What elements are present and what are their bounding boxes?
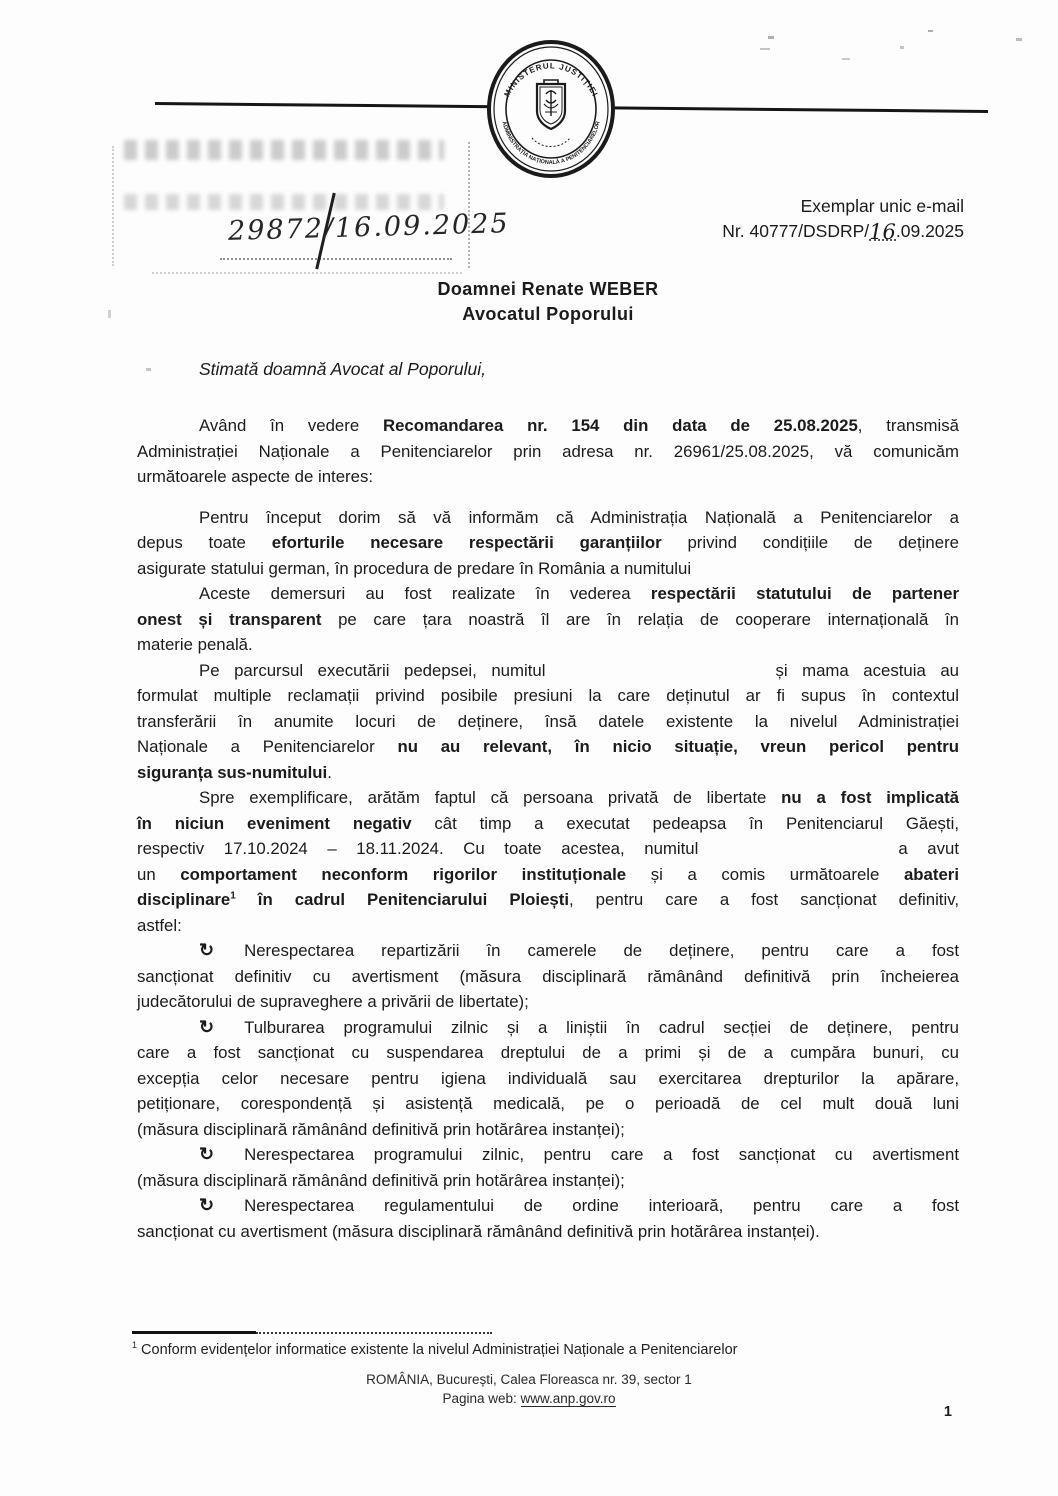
footnote-separator	[132, 1331, 492, 1334]
stamp-faded-text	[124, 194, 444, 210]
document-number-handwritten-digit: 16	[869, 220, 896, 244]
text-segment: și mama acestuia au	[775, 660, 959, 680]
text-segment: Tulburarea programului zilnic și a liniștii în cadrul secției de deținere, pentru	[244, 1017, 959, 1037]
scan-noise	[760, 48, 770, 50]
text-segment: siguranța sus-numitului	[137, 762, 328, 782]
footer-web-url: www.anp.gov.ro	[520, 1391, 616, 1406]
scan-noise	[928, 30, 933, 32]
copy-label: Exemplar unic e-mail	[800, 196, 964, 216]
salutation: Stimată doamnă Avocat al Poporului,	[199, 359, 486, 379]
text-line	[137, 938, 959, 964]
text-line	[137, 734, 959, 760]
text-line	[137, 505, 959, 531]
text-segment: materie penală.	[137, 635, 253, 654]
footer-address: ROMÂNIA, București, Calea Floreasca nr. 39, sector 1	[366, 1372, 692, 1387]
paragraph-5	[137, 785, 959, 938]
text-segment: formulat multiple reclamații privind posibile presiuni la care deținutul ar fi supus în contextul	[137, 686, 959, 705]
ministry-seal-graphic	[486, 38, 616, 180]
text-segment: , transmisă	[857, 416, 959, 435]
text-segment: judecătorului de supraveghere a privării de libertate);	[137, 992, 529, 1011]
text-segment: depus toate	[137, 533, 272, 552]
bullet-item-4	[137, 1193, 959, 1244]
stamp-faded-text	[124, 140, 444, 160]
text-segment: Recomandarea nr. 154 din data de 25.08.2025	[382, 416, 858, 435]
text-segment: sancționat cu avertisment (măsura disciplinară rămânând definitivă prin hotărârea instanței).	[137, 1221, 820, 1241]
redacted-gap	[214, 1159, 244, 1160]
recipient-name: Doamnei Renate WEBER	[437, 279, 659, 299]
text-line	[137, 913, 959, 939]
text-line	[137, 1040, 959, 1066]
text-segment: Nerespectarea programului zilnic, pentru care a fost sancționat cu avertisment	[244, 1145, 959, 1164]
stamp-border	[468, 142, 470, 268]
redacted-gap	[691, 573, 751, 574]
document-number-suffix: .09.2025	[895, 221, 964, 241]
footnote-marker: 1	[132, 1340, 138, 1350]
registry-stamp	[112, 136, 510, 278]
text-segment: (măsura disciplinară rămânând definitivă prin hotărârea instanței);	[137, 1170, 625, 1190]
document-number-prefix: Nr. 40777/DSDRP/	[722, 221, 870, 241]
scan-noise	[108, 310, 111, 318]
bullet-arrow-icon: ↻	[199, 1016, 215, 1037]
paragraph-2	[137, 505, 959, 582]
redacted-gap	[214, 1032, 244, 1033]
ministry-seal	[486, 38, 616, 185]
paragraph-1	[137, 413, 959, 490]
text-line	[137, 632, 959, 658]
text-line	[137, 709, 959, 735]
text-segment: Aceste demersuri au fost realizate în vederea	[199, 584, 651, 603]
text-segment: Pentru început dorim să vă informăm că Administrația Națională a Penitenciarelor a	[199, 507, 959, 527]
document-header-right	[722, 194, 964, 244]
text-segment: pe care țara noastră îl are în relația de cooperare internațională în	[321, 609, 959, 629]
text-segment: respectiv 17.10.2024 – 18.11.2024. Cu toate acestea, numitul	[137, 839, 699, 858]
text-segment: nu a fost implicată	[781, 788, 960, 807]
text-segment: comportament neconform rigorilor instituționale	[180, 864, 627, 884]
bullet-item-3	[137, 1142, 959, 1193]
text-segment: sancționat definitiv cu avertisment (măsura disciplinară rămânând definitivă prin încheierea	[137, 966, 959, 986]
text-line	[137, 989, 959, 1015]
bullet-arrow-icon: ↻	[199, 1144, 215, 1164]
text-segment: Administrației Naționale a Penitenciarelor prin adresa nr. 26961/25.08.2025, vă comunicăm	[137, 441, 959, 461]
text-segment: Având în vedere	[199, 416, 383, 435]
text-segment: următoarele aspecte de interes:	[137, 467, 374, 486]
text-segment: care a fost sancționat cu suspendarea dreptului de a primi și de a cumpăra bunuri, cu	[137, 1043, 959, 1062]
text-segment: Spre exemplificare, arătăm faptul că persoana privată de libertate	[199, 788, 782, 807]
text-line	[137, 607, 959, 633]
text-line	[137, 862, 959, 888]
text-line	[137, 836, 959, 862]
text-line	[137, 811, 959, 837]
text-segment: Nerespectarea regulamentului de ordine interioară, pentru care a fost	[244, 1196, 959, 1215]
seal-top-text: MINISTERUL JUSTIȚIEI	[502, 61, 600, 99]
text-segment: nu au relevant, în nicio situație, vreun pericol pentru	[397, 737, 959, 756]
text-line	[137, 1142, 959, 1168]
text-line	[137, 439, 959, 465]
page-number: 1	[943, 1404, 952, 1420]
text-segment: privind condițiile de deținere	[661, 533, 959, 552]
text-segment: în cadrul Penitenciarului Ploiești	[235, 890, 570, 909]
bullet-arrow-icon: ↻	[199, 1195, 215, 1215]
text-segment: asigurate statului german, în procedura de predare în România a numitului	[137, 558, 692, 578]
footer-web-label: Pagina web:	[442, 1391, 521, 1406]
footnote-text: Conform evidențelor informatice existente la nivelul Administrației Naționale a Penitenciarelor	[137, 1341, 738, 1358]
footnote	[132, 1340, 737, 1358]
text-line	[137, 785, 959, 811]
letter-body	[137, 413, 959, 1244]
text-line	[137, 1091, 959, 1117]
document-number	[722, 219, 964, 244]
text-line	[137, 1193, 959, 1219]
text-line	[137, 1117, 959, 1143]
recipient-block	[137, 277, 959, 327]
stamp-dotted-line	[152, 272, 462, 274]
text-line	[137, 1066, 959, 1092]
stamp-handwritten-number: 29872/16.09.2025	[227, 208, 510, 247]
text-segment: 1	[230, 890, 236, 902]
bullet-item-1	[137, 938, 959, 1015]
text-line	[137, 683, 959, 709]
bullet-item-2	[137, 1015, 959, 1143]
text-segment: astfel:	[137, 915, 182, 935]
text-segment: Naționale a Penitenciarelor	[137, 737, 398, 756]
text-line	[137, 581, 959, 607]
text-segment: a avut	[898, 839, 959, 858]
scan-noise	[1016, 38, 1022, 41]
scan-noise	[900, 46, 904, 49]
text-segment: (măsura disciplinară rămânând definitivă prin hotărârea instanței);	[137, 1119, 625, 1139]
text-line	[137, 658, 959, 684]
text-line	[137, 1219, 959, 1245]
text-segment: onest și transparent	[137, 609, 322, 629]
scan-noise	[842, 58, 850, 60]
text-segment: abateri	[903, 864, 959, 884]
recipient-title: Avocatul Poporului	[462, 304, 634, 324]
redacted-gap	[214, 955, 244, 956]
scan-noise	[768, 36, 774, 39]
text-line	[137, 964, 959, 990]
text-line	[137, 760, 959, 786]
text-segment: cât timp a executat pedeapsa în Penitenciarul Găești,	[411, 813, 959, 833]
scan-noise	[146, 368, 151, 371]
text-segment: disciplinare	[137, 890, 231, 909]
text-segment: în niciun eveniment negativ	[137, 813, 412, 833]
text-segment: transferării în anumite locuri de deținere, însă datele existente la nivelul Administrației	[137, 711, 959, 731]
footnote-separator-dotted	[256, 1332, 492, 1334]
text-segment: un	[137, 864, 181, 884]
text-line	[137, 530, 959, 556]
paragraph-3	[137, 581, 959, 658]
stamp-border	[112, 146, 114, 266]
text-segment: eforturile necesare respectării garanțiilor	[271, 533, 662, 552]
text-segment: excepția celor necesare pentru igiena individuală sau exercitarea drepturilor la apărare,	[137, 1068, 959, 1088]
redacted-gap	[545, 675, 775, 676]
seal-bottom-text: ADMINISTRAȚIA NAȚIONALĂ A PENITENCIARELOR	[500, 120, 602, 167]
paragraph-4	[137, 658, 959, 786]
redacted-gap	[214, 1210, 244, 1211]
text-line	[137, 887, 959, 913]
text-line	[137, 464, 959, 490]
text-line	[137, 556, 959, 582]
bullet-arrow-icon: ↻	[199, 940, 215, 960]
text-segment: .	[327, 762, 332, 782]
text-line	[137, 413, 959, 439]
text-line	[137, 1168, 959, 1194]
text-segment: petiționare, corespondență și asistență medicală, pe o perioadă de cel mult două luni	[137, 1094, 959, 1113]
redacted-gap	[698, 853, 898, 854]
text-line	[137, 1015, 959, 1041]
text-segment: , pentru care a fost sancționat definitiv,	[569, 890, 959, 909]
footer-web	[0, 1391, 1058, 1406]
text-segment: respectării statutului de partener	[650, 584, 960, 603]
stamp-dotted-line	[220, 258, 452, 260]
text-segment: și a comis următoarele	[626, 864, 904, 884]
footnote-separator-solid	[132, 1331, 256, 1334]
text-segment: Nerespectarea repartizării în camerele de deținere, pentru care a fost	[244, 941, 959, 960]
text-segment: Pe parcursul executării pedepsei, numitul	[199, 660, 546, 680]
